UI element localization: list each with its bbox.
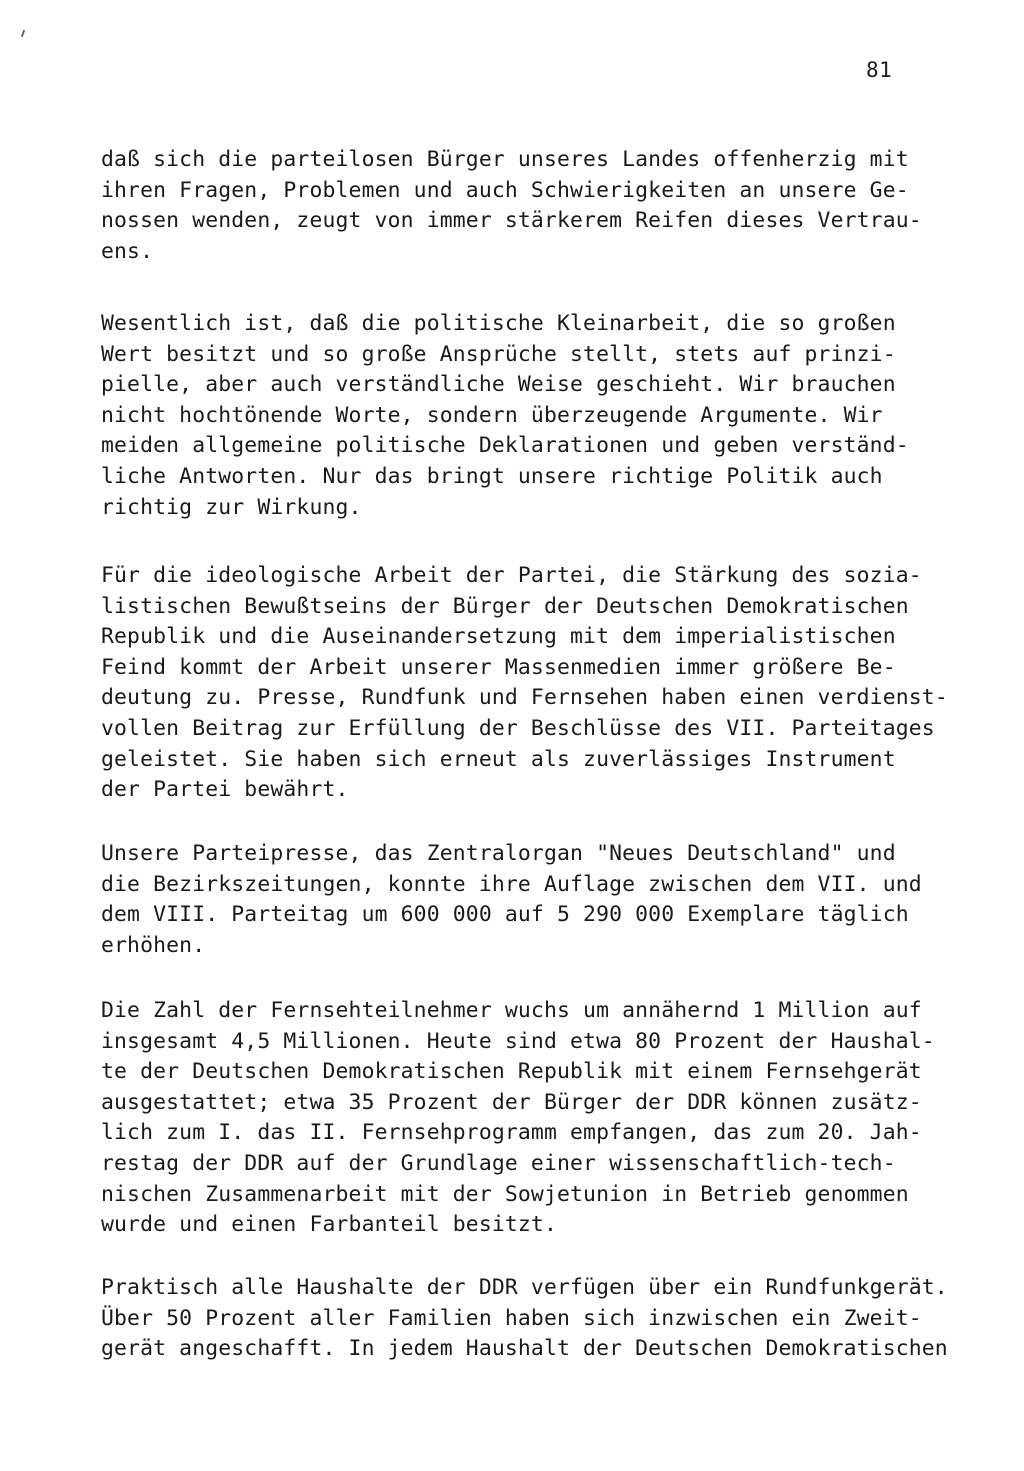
text-line: nischen Zusammenarbeit mit der Sowjetunion in Betrieb genommen <box>101 1181 909 1207</box>
text-line: te der Deutschen Demokratischen Republik mit einem Fernsehgerät <box>101 1059 922 1085</box>
text-line: Praktisch alle Haushalte der DDR verfügen über ein Rundfunkgerät. <box>101 1275 948 1300</box>
text-line: der Partei bewährt. <box>101 777 349 803</box>
text-line: lich zum I. das II. Fernsehprogramm empfangen, das zum 20. Jah- <box>101 1120 922 1146</box>
text-line: restag der DDR auf der Grundlage einer wissenschaftlich-tech- <box>101 1150 896 1176</box>
text-line: Für die ideologische Arbeit der Partei, die Stärkung des sozia- <box>101 563 922 588</box>
text-line: erhöhen. <box>101 932 206 958</box>
text-line: pielle, aber auch verständliche Weise geschieht. Wir brauchen <box>101 372 896 398</box>
text-line: gerät angeschafft. In jedem Haushalt der Deutschen Demokratischen <box>101 1336 948 1362</box>
text-line: nicht hochtönende Worte, sondern überzeugende Argumente. Wir <box>101 402 883 428</box>
paragraph-2 <box>101 309 909 523</box>
text-line: meiden allgemeine politische Deklarationen und geben verständ- <box>101 433 909 459</box>
text-line: listischen Bewußtseins der Bürger der Deutschen Demokratischen <box>101 593 909 619</box>
page-number: 81 <box>866 58 893 82</box>
text-line: Feind kommt der Arbeit unserer Massenmedien immer größere Be- <box>101 654 896 680</box>
text-line: Unsere Parteipresse, das Zentralorgan "Neues Deutschland" und <box>101 841 896 866</box>
text-line: Wert besitzt und so große Ansprüche stellt, stets auf prinzi- <box>101 341 896 367</box>
text-line: daß sich die parteilosen Bürger unseres Landes offenherzig mit <box>101 147 909 172</box>
text-line: vollen Beitrag zur Erfüllung der Beschlüsse des VII. Parteitages <box>101 715 935 741</box>
text-line: Die Zahl der Fernsehteilnehmer wuchs um annähernd 1 Million auf <box>101 998 922 1023</box>
text-line: nossen wenden, zeugt von immer stärkerem Reifen dieses Vertrau- <box>101 208 922 234</box>
text-line: dem VIII. Parteitag um 600 000 auf 5 290 000 Exemplare täglich <box>101 902 909 928</box>
text-line: die Bezirkszeitungen, konnte ihre Auflage zwischen dem VII. und <box>101 871 922 897</box>
text-line: ens. <box>101 238 154 264</box>
text-line: wurde und einen Farbanteil besitzt. <box>101 1212 557 1238</box>
text-line: ihren Fragen, Problemen und auch Schwierigkeiten an unsere Ge- <box>101 177 909 203</box>
paragraph-6 <box>101 1273 948 1365</box>
text-line: Republik und die Auseinandersetzung mit dem imperialistischen <box>101 624 896 650</box>
text-line: richtig zur Wirkung. <box>101 494 362 520</box>
paragraph-5 <box>101 996 935 1241</box>
paragraph-1 <box>101 145 922 267</box>
text-line: insgesamt 4,5 Millionen. Heute sind etwa 80 Prozent der Haushal- <box>101 1028 935 1054</box>
text-line: deutung zu. Presse, Rundfunk und Fernsehen haben einen verdienst- <box>101 685 948 711</box>
text-line: Wesentlich ist, daß die politische Kleinarbeit, die so großen <box>101 311 896 336</box>
text-line: ausgestattet; etwa 35 Prozent der Bürger der DDR können zusätz- <box>101 1089 922 1115</box>
text-line: Über 50 Prozent aller Familien haben sich inzwischen ein Zweit- <box>101 1305 922 1331</box>
text-line: liche Antworten. Nur das bringt unsere richtige Politik auch <box>101 463 883 489</box>
text-line: geleistet. Sie haben sich erneut als zuverlässiges Instrument <box>101 746 896 772</box>
paragraph-3 <box>101 561 948 806</box>
paragraph-4 <box>101 839 922 961</box>
scan-mark <box>21 30 25 37</box>
